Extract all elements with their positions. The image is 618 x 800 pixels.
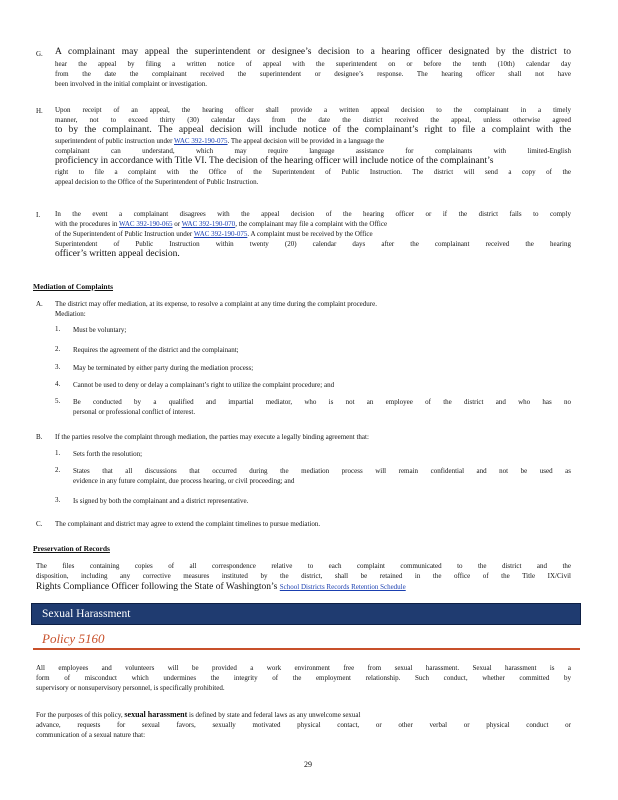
mediation-a-line: The district may offer mediation, at its expense, to resolve a complaint at any time during the complaint procedure.	[55, 300, 377, 308]
section-h-line: complainant can understand, which may require language assistance for complainants with limited-English	[55, 147, 571, 155]
mediation-c-line: The complainant and district may agree to extend the complaint timelines to pursue mediation.	[55, 520, 321, 528]
list-number: 5.	[55, 397, 61, 405]
section-i-line: officer’s written appeal decision.	[55, 249, 180, 259]
section-i-line: In the event a complainant disagrees with the appeal decision of the hearing officer or if the district fails to comply	[55, 210, 571, 218]
section-g	[55, 47, 571, 89]
section-g-line: A complainant may appeal the superintendent or designee’s decision to a hearing officer designated by the district to	[55, 47, 571, 57]
section-i-line: Superintendent of Public Instruction within twenty (20) calendar days after the complainant received the hearing	[55, 240, 571, 248]
sh-paragraph-1	[36, 663, 571, 693]
mediation-a-line: Mediation:	[55, 310, 86, 318]
sh-line: communication of a sexual nature that:	[36, 731, 146, 739]
sh-line: supervisory or nonsupervisory personnel, is specifically prohibited.	[36, 684, 225, 692]
section-h-line: to by the complainant. The appeal decision will include notice of the complainant’s right to file a complaint with the	[55, 125, 571, 135]
sh-line: advance, requests for sexual favors, sexually motivated physical contact, or other verbal or physical conduct or	[36, 721, 571, 729]
wac-075-link[interactable]: WAC 392-190-075	[174, 137, 228, 145]
sexual-harassment-term: sexual harassment	[124, 710, 188, 719]
preservation-line: The files containing copies of all correspondence relative to each complaint communicated to the district and the	[36, 562, 571, 570]
list-item: Sets forth the resolution;	[73, 450, 143, 458]
preservation-line: disposition, including any corrective measures instituted by the district, shall be retained in the office of the Title IX/Civil	[36, 572, 571, 580]
preservation-paragraph	[36, 561, 571, 593]
sh-paragraph-2	[36, 710, 571, 740]
list-number: 3.	[55, 496, 61, 504]
section-g-line: hear the appeal by filing a written notice of appeal with the superintendent on or before the tenth (10th) calendar day	[55, 60, 571, 68]
section-h-label: H.	[36, 107, 43, 115]
section-h-line: manner, not to exceed thirty (30) calendar days from the date the district received the appeal, unless otherwise agreed	[55, 116, 571, 124]
section-i	[55, 209, 571, 260]
section-g-label: G.	[36, 50, 43, 58]
banner-title: Sexual Harassment	[42, 608, 131, 620]
list-item: Is signed by both the complainant and a district representative.	[73, 497, 249, 505]
mediation-c	[55, 519, 571, 529]
list-item: May be terminated by either party during the mediation process;	[73, 364, 254, 372]
mediation-b-label: B.	[36, 433, 43, 441]
section-i-label: I.	[36, 211, 41, 219]
section-h-line: appeal decision to the Office of the Superintendent of Public Instruction.	[55, 178, 259, 186]
section-i-line: with the procedures in WAC 392-190-065 or WAC 392-190-070, the complainant may file a complaint with the Office	[55, 220, 388, 228]
section-g-line: from the date the complainant received the superintendent or designee’s response. The hearing officer shall not have	[55, 70, 571, 78]
mediation-c-label: C.	[36, 520, 43, 528]
wac-065-link[interactable]: WAC 392-190-065	[119, 220, 173, 228]
mediation-a-label: A.	[36, 300, 43, 308]
section-h-line: superintendent of public instruction under WAC 392-190-075. The appeal decision will be provided in a language the	[55, 137, 384, 145]
wac-075-link[interactable]: WAC 392-190-075	[193, 230, 248, 238]
section-g-line: been involved in the initial complaint or investigation.	[55, 80, 208, 88]
sh-line: form of misconduct which undermines the integrity of the employment relationship. Such conduct, whether committed by	[36, 674, 571, 682]
sh-line: All employees and volunteers will be provided a work environment free from sexual harassment. Sexual harassment is a	[36, 664, 571, 672]
list-number: 2.	[55, 345, 61, 353]
list-number: 1.	[55, 449, 61, 457]
policy-title: Policy 5160	[42, 631, 105, 646]
list-item: Must be voluntary;	[73, 326, 127, 334]
section-banner	[31, 603, 581, 625]
section-i-line: of the Superintendent of Public Instruction under WAC 392-190-075. A complaint must be received by the Office	[55, 230, 373, 238]
list-number: 3.	[55, 363, 61, 371]
retention-schedule-link[interactable]: School Districts Records Retention Schedule	[279, 583, 406, 591]
wac-070-link[interactable]: WAC 392-190-070	[181, 220, 236, 228]
section-h	[55, 105, 571, 187]
mediation-heading: Mediation of Complaints	[33, 282, 114, 291]
list-number: 2.	[55, 466, 61, 474]
page-number: 29	[304, 760, 312, 769]
mediation-a	[55, 299, 571, 319]
policy-divider	[33, 648, 580, 650]
mediation-b-line: If the parties resolve the complaint through mediation, the parties may execute a legally binding agreement that:	[55, 433, 369, 441]
section-h-line: right to file a complaint with the Office of the Superintendent of Public Instruction. The district will send a copy of the	[55, 168, 571, 176]
section-h-line: proficiency in accordance with Title VI. The decision of the hearing officer will include notice of the complainant’s	[55, 156, 494, 166]
list-number: 1.	[55, 325, 61, 333]
list-item: Cannot be used to deny or delay a complainant’s right to utilize the complaint procedure; and	[73, 381, 335, 389]
preservation-heading: Preservation of Records	[33, 544, 110, 553]
section-h-line: Upon receipt of an appeal, the hearing officer shall provide a written appeal decision to the complainant in a timely	[55, 106, 571, 114]
list-number: 4.	[55, 380, 61, 388]
list-item: Be conducted by a qualified and impartial mediator, who is not an employee of the district and who has no personal or professional conflict of interest.	[73, 398, 571, 416]
sh-line: For the purposes of this policy, sexual harassment is defined by state and federal laws as any unwelcome sexual	[36, 710, 361, 719]
mediation-b	[55, 432, 571, 442]
list-item: States that all discussions that occurred during the mediation process will remain confidential and not be used as evidence in any future complaint, due process hearing, or civil proceeding; and	[73, 467, 571, 485]
preservation-line: Rights Compliance Officer following the State of Washington’s School Districts Records Retention Schedule	[36, 582, 406, 592]
list-item: Requires the agreement of the district and the complainant;	[73, 346, 239, 354]
